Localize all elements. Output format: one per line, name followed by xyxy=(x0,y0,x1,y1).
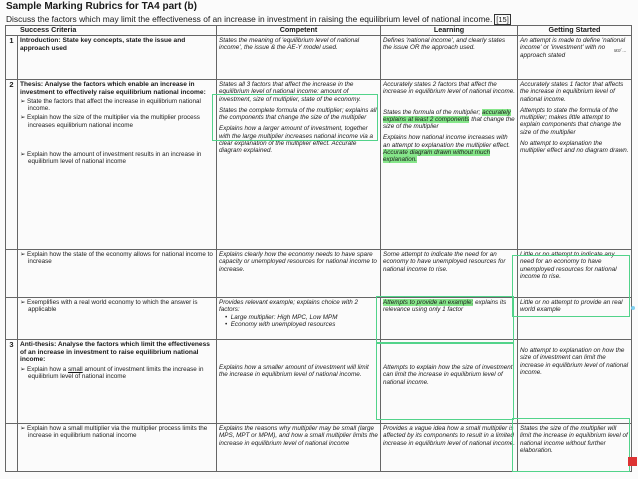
bullet-text: Exemplifies with a real world economy to which the answer is applicable xyxy=(27,299,198,314)
header-started: Getting Started xyxy=(518,26,632,36)
header-learning: Learning xyxy=(381,26,518,36)
highlighted-text: Accurate diagram drawn without much explanation. xyxy=(383,149,491,164)
table-row xyxy=(6,250,632,298)
descriptor xyxy=(383,109,515,131)
learning-cell xyxy=(381,298,518,340)
descriptor: Provides relevant example; explains choice with 2 factors: xyxy=(219,299,358,314)
descriptor-part: Explains how national income increases with an attempt to explanation the multiplier effect. xyxy=(383,134,511,149)
descriptor: Accurately states 1 factor that affects the increase in equilibrium level of national income. xyxy=(520,81,624,103)
bullet-text: Large multiplier: High MPC, Low MPM xyxy=(230,313,338,321)
table-row xyxy=(6,80,632,250)
descriptor-part: that change the size of the multiplier xyxy=(383,115,515,131)
example-bullet: • Large multiplier: High MPC, Low MPM xyxy=(225,313,338,321)
criteria-title: Anti-thesis: Analyse the factors which limit the effectiveness of an increase in investment to raise equilibrium national income: xyxy=(20,341,210,363)
descriptor-part: explains its relevance using only 1 factor xyxy=(383,299,507,314)
criteria-bullet: ➢ Explain how the size of the multiplier via the multiplier process increases equilibrium national income xyxy=(20,114,200,129)
row-number xyxy=(6,250,18,298)
question-text xyxy=(6,14,511,24)
criteria-cell xyxy=(18,80,217,250)
descriptor: States all 3 factors that affect the increase in the equilibrium level of national income: amount of investment, size of multiplier, state of the economy. xyxy=(219,81,361,103)
started-cell xyxy=(518,340,632,424)
highlighted-text: accurately explains at least 2 components xyxy=(383,108,511,123)
competent-cell xyxy=(217,80,381,250)
started-cell: States the size of the multiplier will limit the increase in equilibrium level of national income without further elaboration. xyxy=(518,424,632,472)
corner-mark xyxy=(628,457,637,466)
criteria-title: Thesis: Analyse the factors which enable an increase in investment to effectively raise equilibrium national income: xyxy=(20,81,206,96)
learning-cell xyxy=(381,340,518,424)
started-cell: An attempt is made to define 'national income' or 'investment' with no approach stated xyxy=(518,36,632,80)
learning-cell xyxy=(381,80,518,250)
criteria-bullet: ➢ Exemplifies with a real world economy to which the answer is applicable xyxy=(20,299,198,314)
bullet-text: Explain how the size of the multiplier via the multiplier process increases equilibrium national income xyxy=(27,114,200,129)
descriptor: Attempts to explain how the size of investment can limit the increase in equilibrium level of national income. xyxy=(383,364,513,386)
descriptor: No attempt to explanation the multiplier effect and no diagram drawn. xyxy=(520,140,629,155)
header-criteria: Success Criteria xyxy=(6,26,217,36)
table-row xyxy=(6,424,632,472)
criteria-bullet: ➢ Explain how a small multiplier via the multiplier process limits the increase in equilibrium national income xyxy=(20,425,208,440)
question-line: Discuss the factors which may limit the effectiveness of an increase in investment in raising the equilibrium level of national income. xyxy=(6,14,493,24)
margin-note: мз/ ... xyxy=(614,48,627,54)
criteria-cell xyxy=(18,36,217,80)
started-cell: Little or no attempt to indicate any need for an economy to have unemployed resources for national income to rise. xyxy=(518,250,632,298)
page-title: Sample Marking Rubrics for TA4 part (b) xyxy=(6,1,197,12)
started-cell: Little or no attempt to provide an real world example xyxy=(518,298,632,340)
competent-cell: Explains the reasons why multiplier may be small (large MPS, MPT or MPM), and how a small multiplier limits the increase in equilibrium level of national income xyxy=(217,424,381,472)
header-competent: Competent xyxy=(217,26,381,36)
descriptor: States the complete formula of the multiplier; explains all the components that change the size of the multiplier xyxy=(219,106,377,122)
page-dot xyxy=(631,306,635,310)
descriptor-part: States the formula of the multiplier; xyxy=(383,108,481,116)
row-number xyxy=(6,298,18,340)
bullet-text: Explain how the state of the economy allows for national income to increase xyxy=(27,251,213,266)
row-number: 1 xyxy=(6,36,18,80)
bullet-text: amount of investment limits the increase in equilibrium level of national income xyxy=(28,365,204,380)
competent-cell: Explains clearly how the economy needs to have spare capacity or unemployed resources for national income to increase. xyxy=(217,250,381,298)
criteria-cell xyxy=(18,298,217,340)
bullet-text: Economy with unemployed resources xyxy=(230,320,336,328)
competent-cell xyxy=(217,298,381,340)
bullet-text: Explain how the amount of investment results in an increase in equilibrium level of national income xyxy=(27,150,202,166)
row-number xyxy=(6,424,18,472)
learning-cell: Provides a vague idea how a small multiplier is affected by its components to result in a limited increase in equilibrium level of national income. xyxy=(381,424,518,472)
criteria-cell xyxy=(18,340,217,424)
bullet-text: Explain how a xyxy=(27,365,68,373)
criteria-bullet: ➢ Explain how the state of the economy allows for national income to increase xyxy=(20,251,213,266)
learning-cell: Defines 'national income', and clearly states the issue OR the approach used. xyxy=(381,36,518,80)
criteria-bullet: ➢ Explain how a small amount of investment limits the increase in equilibrium level of national income xyxy=(20,365,204,380)
marks-label: [15] xyxy=(496,15,509,24)
table-row xyxy=(6,36,632,80)
rubric-table xyxy=(5,25,632,472)
descriptor: No attempt to explanation on how the size of investment can limit the increase in equilibrium level of national income. xyxy=(520,347,629,376)
header-row xyxy=(6,26,632,36)
table-row xyxy=(6,298,632,340)
underlined-word: small xyxy=(68,365,83,373)
descriptor: Accurately states 2 factors that affect the increase in equilibrium level of national income. xyxy=(383,81,515,96)
learning-cell: Some attempt to indicate the need for an economy to have unemployed resources for national income to rise. xyxy=(381,250,518,298)
descriptor xyxy=(383,134,515,163)
highlighted-text: Attempts to provide an example; xyxy=(383,299,474,306)
competent-cell xyxy=(217,340,381,424)
row-number: 2 xyxy=(6,80,18,250)
descriptor: Explains how a larger amount of investment, together with the large multiplier increases national income via a clear explanation of the multiplier effect. Accurate diagram explained. xyxy=(219,125,374,155)
criteria-title: Introduction: State key concepts, state the issue and approach used xyxy=(20,37,186,52)
table-row xyxy=(6,340,632,424)
bullet-text: Explain how a small multiplier via the multiplier process limits the increase in equilibrium national income xyxy=(27,425,208,440)
row-number: 3 xyxy=(6,340,18,424)
started-cell xyxy=(518,80,632,250)
criteria-bullet: ➢ Explain how the amount of investment results in an increase in equilibrium level of national income xyxy=(20,150,202,166)
descriptor: Explains how a smaller amount of investment will limit the increase in equilibrium level of national income. xyxy=(219,364,369,379)
bullet-text: State the factors that affect the increase in equilibrium national income. xyxy=(27,98,201,113)
descriptor: Attempts to state the formula of the multiplier; makes little attempt to explain components that change the size of the multiplier xyxy=(520,106,622,136)
criteria-cell xyxy=(18,250,217,298)
competent-cell: States the meaning of 'equilibrium level of national income', the issue & the AE-Y model used. xyxy=(217,36,381,80)
example-bullet: • Economy with unemployed resources xyxy=(225,320,336,328)
criteria-bullet: ➢ State the factors that affect the increase in equilibrium national income. xyxy=(20,98,201,113)
criteria-cell xyxy=(18,424,217,472)
